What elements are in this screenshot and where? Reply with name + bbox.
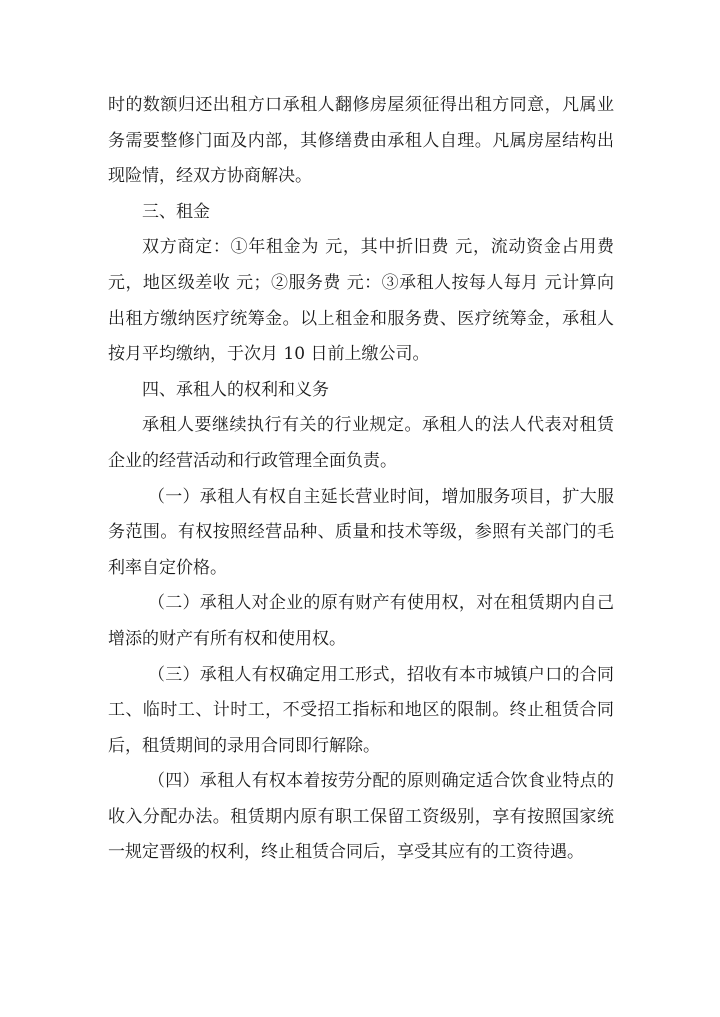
section-heading-rights: 四、承租人的权利和义务 (142, 379, 329, 400)
paragraph-repair: 时的数额归还出租方口承租人翻修房屋须征得出租方同意，凡属业务需要整修门面及内部，其修缮费由承租人自理。凡属房屋结构出现险情，经双方协商解决。 (108, 95, 614, 187)
paragraph-right-1: （一）承租人有权自主延长营业时间，增加服务项目，扩大服务范围。有权按照经营品种、质量和技术等级，参照有关部门的毛利率自定价格。 (108, 486, 614, 578)
paragraph-rights-intro: 承租人要继续执行有关的行业规定。承租人的法人代表对租赁企业的经营活动和行政管理全面负责。 (108, 415, 614, 471)
paragraph-rent-terms: 双方商定：①年租金为 元，其中折旧费 元，流动资金占用费 元，地区级差收 元；②服务费 元：③承租人按每人每月 元计算向出租方缴纳医疗统筹金。以上租金和服务费、医疗统筹金，承租人按月平均缴纳，于次月 10 日前上缴公司。 (108, 237, 614, 365)
paragraph-right-4: （四）承租人有权本着按劳分配的原则确定适合饮食业特点的收入分配办法。租赁期内原有职工保留工资级别，享有按照国家统一规定晋级的权利，终止租赁合同后，享受其应有的工资待遇。 (108, 771, 614, 863)
section-heading-rent: 三、租金 (142, 201, 210, 222)
paragraph-right-3: （三）承租人有权确定用工形式，招收有本市城镇户口的合同工、临时工、计时工，不受招工指标和地区的限制。终止租赁合同后，租赁期间的录用合同即行解除。 (108, 664, 614, 756)
paragraph-right-2: （二）承租人对企业的原有财产有使用权，对在租赁期内自己增添的财产有所有权和使用权。 (108, 593, 614, 649)
